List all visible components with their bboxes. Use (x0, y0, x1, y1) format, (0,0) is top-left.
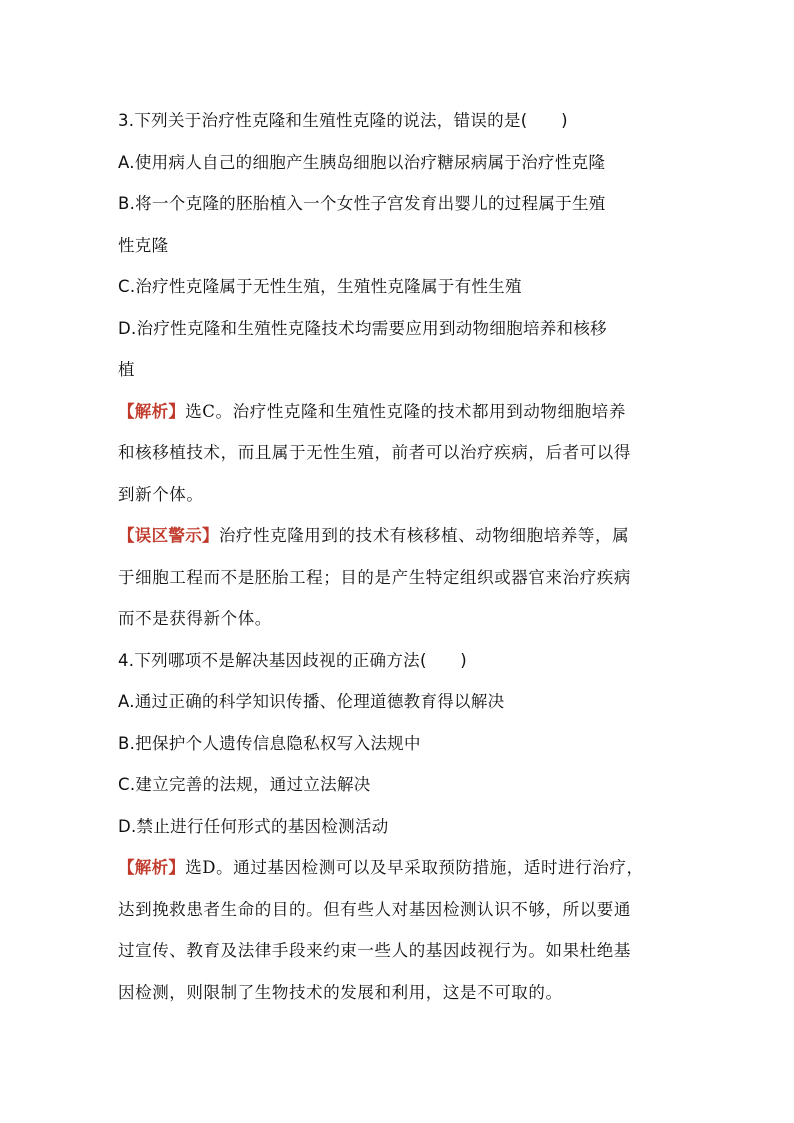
question-3-option-d-line1: D.治疗性克隆和生殖性克隆技术均需要应用到动物细胞培养和核移 (118, 318, 607, 338)
question-4-stem: 4.下列哪项不是解决基因歧视的正确方法( ) (118, 650, 468, 670)
question-3-option-c: C.治疗性克隆属于无性生殖，生殖性克隆属于有性生殖 (118, 277, 522, 296)
document-page (118, 100, 684, 1013)
question-3-analysis-line2: 和核移植技术，而且属于无性生殖，前者可以治疗疾病，后者可以得 (118, 443, 631, 462)
question-3-warning-line3: 而不是获得新个体。 (118, 609, 272, 628)
question-3-option-d-line2: 植 (118, 360, 135, 379)
question-4-analysis-line2: 达到挽救患者生命的目的。但有些人对基因检测认识不够，所以要通 (118, 899, 631, 919)
question-3-analysis-line3: 到新个体。 (118, 484, 204, 504)
analysis-text: 选C。治疗性克隆和生殖性克隆的技术都用到动物细胞培养 (185, 401, 626, 421)
analysis-tag: 【解析】 (118, 401, 186, 421)
question-4-analysis-line3: 过宣传、教育及法律手段来约束一些人的基因歧视行为。如果杜绝基 (118, 941, 631, 960)
question-3-option-a: A.使用病人自己的细胞产生胰岛细胞以治疗糖尿病属于治疗性克隆 (118, 152, 606, 172)
question-4-analysis-line4: 因检测，则限制了生物技术的发展和利用，这是不可取的。 (118, 982, 563, 1002)
warning-tag: 【误区警示】 (118, 526, 219, 545)
question-4-analysis-line1 (118, 847, 684, 889)
question-4-option-a: A.通过正确的科学知识传播、伦理道德教育得以解决 (118, 692, 505, 711)
question-4-option-c: C.建立完善的法规，通过立法解决 (118, 775, 371, 794)
question-4-option-b: B.把保护个人遗传信息隐私权写入法规中 (118, 733, 421, 753)
question-3-option-b-line1: B.将一个克隆的胚胎植入一个女性子宫发育出婴儿的过程属于生殖 (118, 194, 606, 213)
analysis-text: 选D。通过基因检测可以及早采取预防措施，适时进行治疗， (185, 858, 644, 877)
question-4-option-d: D.禁止进行任何形式的基因检测活动 (118, 816, 389, 836)
warning-text: 治疗性克隆用到的技术有核移植、动物细胞培养等，属 (218, 526, 630, 545)
question-3-option-b-line2: 性克隆 (118, 235, 169, 255)
analysis-tag: 【解析】 (118, 858, 186, 877)
question-3-stem: 3.下列关于治疗性克隆和生殖性克隆的说法，错误的是( ) (118, 111, 568, 130)
question-3-analysis-line1 (118, 391, 684, 433)
question-3-warning-line1 (118, 515, 684, 557)
question-3-warning-line2: 于细胞工程而不是胚胎工程；目的是产生特定组织或器官来治疗疾病 (118, 567, 631, 587)
